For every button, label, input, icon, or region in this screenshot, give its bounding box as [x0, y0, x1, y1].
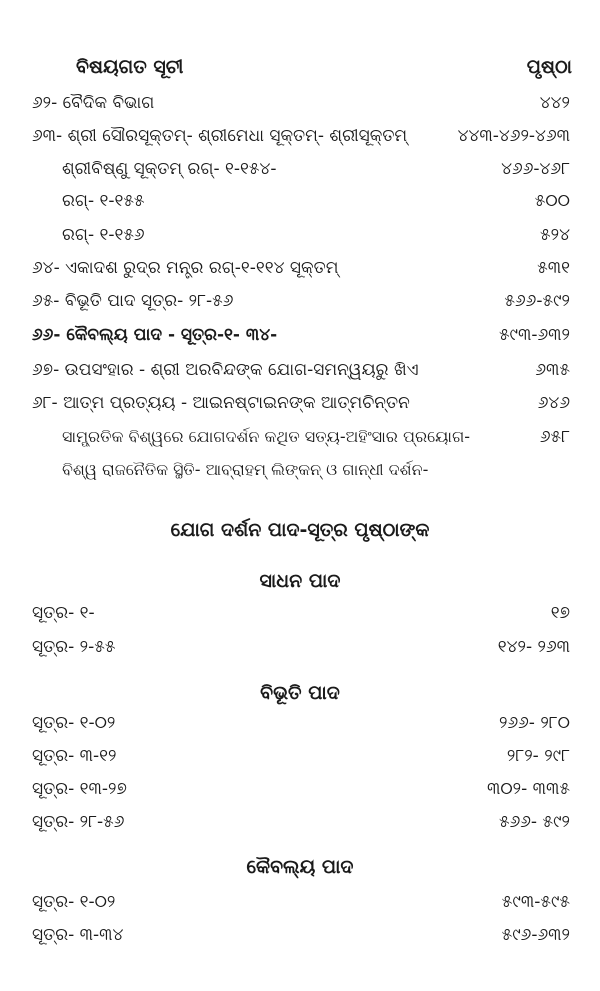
- sutra-row: [0, 632, 600, 662]
- toc-entry-page: ୪୬୬-୪୬୮: [501, 159, 570, 179]
- toc-entry-text: ରଗ୍- ୧-୧୫୫: [62, 191, 145, 211]
- sutra-range: ସୂତ୍ର- ୧-୦୨: [32, 892, 116, 912]
- toc-entry: [0, 121, 600, 151]
- toc-entry-text: ୬୮- ଆତ୍ମ ପ୍ରତ୍ୟୟ - ଆଇନଷ୍ଟାଇନଙ୍କ ଆତ୍ମଚିନ୍ତନ: [32, 393, 410, 413]
- sutra-page: ୫୯୬-୬୩୨: [501, 925, 570, 945]
- sutra-page: ୨୮୨- ୨୯୮: [506, 746, 570, 766]
- sutra-page: ୧୪୨- ୨୬୩: [497, 637, 570, 657]
- page-column-header: ପୃଷ୍ଠା: [526, 56, 572, 78]
- sutra-range: ସୂତ୍ର- ୩-୧୨: [32, 746, 117, 766]
- toc-entry-page: ୫୯୩-୬୩୨: [498, 325, 570, 345]
- sutra-range: ସୂତ୍ର- ୧-୦୨: [32, 713, 116, 733]
- sutra-row: [0, 887, 600, 917]
- sutra-range: ସୂତ୍ର- ୧-: [32, 603, 95, 623]
- sutra-range: ସୂତ୍ର- ୧୩-୨୭: [32, 779, 127, 799]
- toc-entry-text: ୬୫- ବିଭୂତି ପାଦ ସୂତ୍ର- ୨୮-୫୬: [32, 291, 234, 311]
- sutra-row: [0, 920, 600, 950]
- toc-entry-text: ୬୭- ଉପସଂହାର - ଶ୍ରୀ ଅରବିନ୍ଦଙ୍କ ଯୋଗ-ସମନ୍ୱୟରୁ ଖିଏ: [32, 360, 419, 380]
- toc-entry-page: ୬୫୮: [539, 427, 570, 447]
- section-title: ବିଭୂତି ପାଦ: [260, 682, 340, 704]
- sutra-range: ସୂତ୍ର- ୩-୩୪: [32, 925, 124, 945]
- toc-entry-text: ୬୨- ବୈଦିକ ବିଭାଗ: [32, 93, 155, 113]
- sutra-row: [0, 741, 600, 771]
- toc-entry: [0, 154, 600, 184]
- sutra-range: ସୂତ୍ର- ୨-୫୫: [32, 637, 116, 657]
- toc-entry-page: ୪୪୨: [539, 93, 570, 113]
- toc-entry: [0, 355, 600, 385]
- sutra-page: ୩୦୨- ୩୩୫: [486, 779, 570, 799]
- toc-entry-page: ୪୪୩-୪୬୨-୪୬୩: [457, 126, 570, 146]
- toc-entry-page: ୫୨୪: [540, 225, 570, 245]
- toc-entry-page: ୫୬୬-୫୯୨: [504, 291, 570, 311]
- contents-title: ବିଷୟଗତ ସୂଚୀ: [76, 56, 184, 78]
- toc-entry: [0, 455, 600, 485]
- toc-entry: [0, 286, 600, 316]
- sutra-page: ୫୯୩-୫୯୫: [501, 892, 570, 912]
- toc-entry-page: ୫୩୧: [537, 258, 570, 278]
- toc-entry-text: ୬୪- ଏକାଦଶ ରୁଦ୍ର ମନ୍ତ୍ର ରଗ୍-୧-୧୧୪ ସୂକ୍ତମ୍: [32, 258, 339, 278]
- toc-entry-text: ଶ୍ରୀବିଷ୍ଣୁ ସୂକ୍ତମ୍ ରଗ୍- ୧-୧୫୪-: [62, 159, 277, 179]
- sutra-page: ୨୬୬- ୨୮୦: [498, 713, 570, 733]
- toc-entry: [0, 220, 600, 250]
- toc-entry-text: ସାମ୍ପ୍ରତିକ ବିଶ୍ୱରେ ଯୋଗଦର୍ଶନ କଥିତ ସତ୍ୟ-ଅହିଂସାର ପ୍ରୟୋଗ-: [62, 427, 471, 446]
- toc-entry-page: ୫୦୦: [534, 191, 570, 211]
- toc-entry-text: ରଗ୍- ୧-୧୫୬: [62, 225, 145, 245]
- toc-entry: [0, 186, 600, 216]
- sutra-row: [0, 807, 600, 837]
- sutra-row: [0, 708, 600, 738]
- toc-entry-page: ୬୩୫: [535, 360, 570, 380]
- contents-header-row: [0, 52, 600, 82]
- section-title: ସାଧନ ପାଦ: [259, 570, 341, 592]
- toc-entry-page: ୬୪୬: [537, 393, 570, 413]
- toc-entry: [0, 320, 600, 350]
- toc-entry-text: ୬୩- ଶ୍ରୀ ସୌରସୂକ୍ତମ୍- ଶ୍ରୀମେଧା ସୂକ୍ତମ୍- ଶ୍ରୀସୂକ୍ତମ୍: [32, 126, 408, 146]
- toc-entry-text: ବିଶ୍ୱ ରାଜନୈତିକ ସ୍ଥିତି- ଆବ୍ରାହମ୍ ଲିଙ୍କନ୍ ଓ ଗାନ୍ଧୀ ଦର୍ଶନ-: [62, 460, 429, 479]
- section-title: କୈବଲ୍ୟ ପାଦ: [246, 856, 354, 878]
- index-title: ଯୋଗ ଦର୍ଶନ ପାଦ-ସୂତ୍ର ପୃଷ୍ଠାଙ୍କ: [170, 519, 430, 541]
- toc-entry: [0, 88, 600, 118]
- sutra-page: ୧୭: [550, 603, 570, 623]
- toc-entry-text: ୬୬- କୈବଲ୍ୟ ପାଦ - ସୂତ୍ର-୧- ୩୪-: [32, 325, 278, 345]
- toc-entry: [0, 422, 600, 452]
- sutra-row: [0, 598, 600, 628]
- sutra-page: ୫୬୬- ୫୯୨: [498, 812, 570, 832]
- sutra-range: ସୂତ୍ର- ୨୮-୫୬: [32, 812, 125, 832]
- toc-entry: [0, 388, 600, 418]
- toc-entry: [0, 253, 600, 283]
- sutra-row: [0, 774, 600, 804]
